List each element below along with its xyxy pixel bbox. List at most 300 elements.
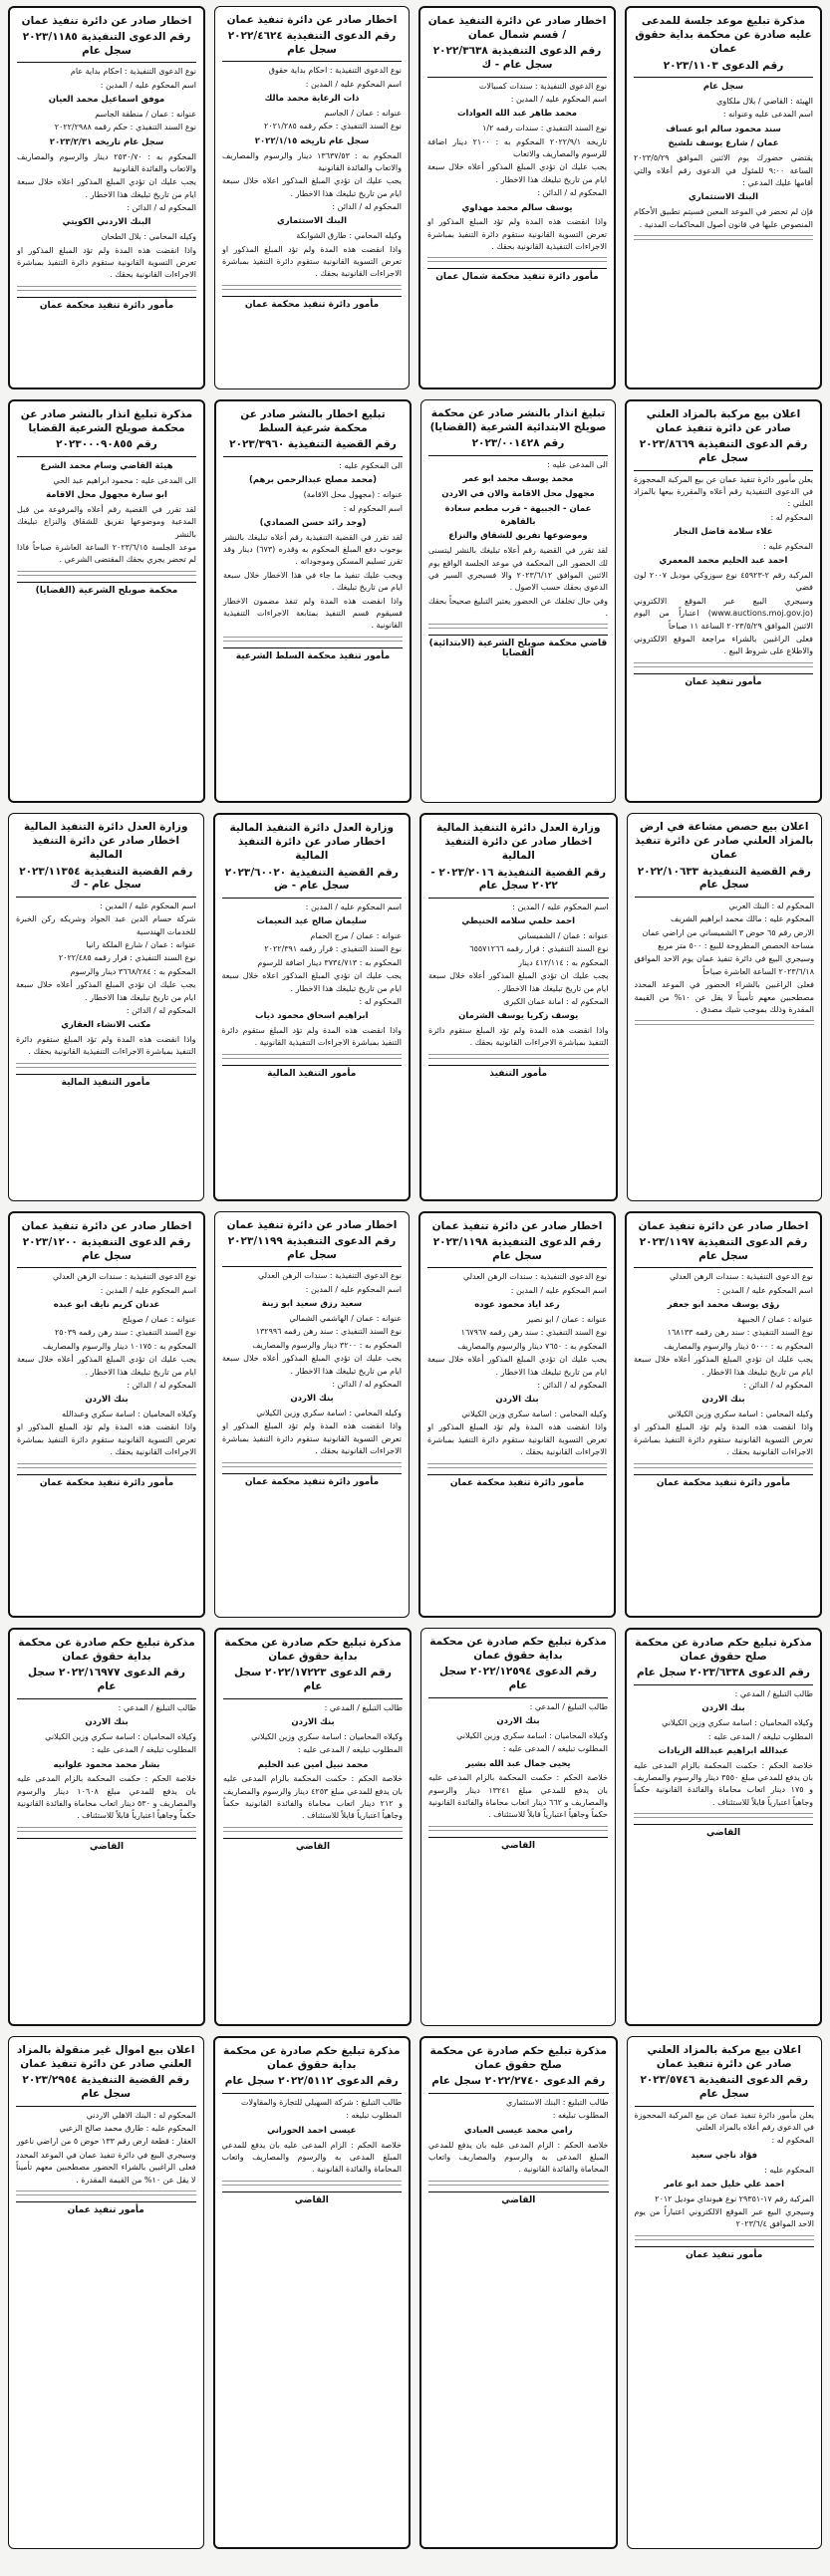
party-name: بنك الاردن xyxy=(85,1717,129,1728)
notice-signature: القاضي xyxy=(17,1838,196,1852)
notice-text-line: نوع السند التنفيذي : سند رهن رقمه ١٣٢٩٩٦ xyxy=(255,1327,402,1337)
fine-print-lines xyxy=(634,1463,813,1470)
fine-print-lines xyxy=(428,1054,609,1061)
notice-text-line: واذا انقضت هذه المدة ولم تنفذ مضمون الاخطار فسيقوم قسم التنفيذ بمتابعة الاجراءات التنفيذية القانونية . xyxy=(223,596,403,631)
fine-print-lines xyxy=(222,2181,403,2188)
notice-text-line: خلاصة الحكم : حكمت المحكمة بالزام المدعى عليه بان يدفع للمدعي مبلغ ٤٢٥٣ دينار والرسوم والمصاريف و ٢١٢ دينار اتعاب محاماة والفائدة القانونية حكماً وجاهياً اعتبارياً قابلاً للاستئناف . xyxy=(223,1774,404,1821)
notice-text-line: يجب عليك ان تؤدي المبلغ المذكور أعلاه خلال سبعة ايام من تاريخ تبليغك هذا الاخطار . xyxy=(428,971,609,993)
notices-row xyxy=(8,399,822,803)
fine-print-lines xyxy=(634,1813,813,1820)
notice-text-line: عنوانه : (مجهول محل الاقامة) xyxy=(303,490,403,500)
fine-print-lines xyxy=(634,235,813,242)
legal-notice xyxy=(420,399,616,803)
legal-notice xyxy=(8,6,205,389)
notice-case-number: رقم الدعوى ٢٠٢٢/١٢٥٩٤ سجل عام xyxy=(439,1666,597,1691)
divider xyxy=(428,898,609,899)
party-name: رؤى يوسف محمد ابو جعفر xyxy=(667,1300,780,1311)
notice-text-line: وكيلاه المحاميان : اسامة سكري وزين الكيلاني xyxy=(456,1730,608,1740)
notice-title: اعلان بيع مركبة بالمزاد العلني صادر عن دائرة تنفيذ عمان xyxy=(646,408,801,435)
notices-row xyxy=(8,1211,822,1618)
notice-text-line: اسم المحكوم عليه / المدين : xyxy=(100,901,196,910)
notice-text-line: واذا انقضت هذه المدة ولم تؤد المبلغ المذكور او تعرض التسوية القانونية ستقوم دائرة التنفيذ بمباشرة الاجراءات القانونية بحقك . xyxy=(17,245,196,280)
fine-print-lines xyxy=(16,2190,196,2197)
party-name: مكتب الانشاء العقاري xyxy=(61,1020,151,1031)
notice-signature: مأمور تنفيذ عمان xyxy=(635,2246,815,2260)
legal-notice xyxy=(625,6,822,389)
notice-text-line: واذا انقضت هذه المدة ولم تؤد المبلغ المذكور او تعرض التسوية القانونية ستقوم دائرة التنفيذ بمباشرة الاجراءات القانونية بحقك . xyxy=(17,1422,196,1457)
notice-text-line: نوع السند التنفيذي : قرار رقمه ٢٠٢٢/٣٩١ xyxy=(264,944,402,954)
divider xyxy=(222,2093,403,2094)
notice-text-line: المحكوم به : ١٣٦٣٧/٥٣ دينار والرسوم والمصاريف والاتعاب والفائدة القانونية xyxy=(222,150,402,172)
fine-print-lines xyxy=(16,1063,196,1070)
fine-print-lines xyxy=(427,257,607,264)
notice-case-number: رقم الدعوى التنفيذية ٢٠٢٣/١٢٠٠ سجل عام xyxy=(22,1236,191,1262)
legal-notice xyxy=(625,1628,822,2026)
notice-title: وزارة العدل دائرة التنفيذ المالية اخطار صادر عن دائرة التنفيذ المالية xyxy=(229,822,394,863)
notice-text-line: اسم المحكوم عليه / المدين : xyxy=(510,95,607,105)
notice-title: اخطار صادر عن دائرة تنفيذ عمان xyxy=(226,14,398,26)
party-name: موفق اسماعيل محمد العيان xyxy=(48,95,165,106)
notice-text-line: وكيلاه المحاميان : اسامة سكري وعبدالله xyxy=(62,1410,196,1419)
legal-notice xyxy=(418,1211,616,1618)
notice-text-line: وكيله المحامي : اسامة سكري وزين الكيلاني xyxy=(668,1410,813,1419)
party-name: احمد حلمي سلامه الحنيطي xyxy=(461,916,576,927)
notice-text-line: وكيله المحامي : اسامة سكري وزين الكيلاني xyxy=(461,1410,607,1419)
notice-text-line: المركبة رقم ٢-٤٥٩٢٣ نوع سوزوكي موديل ٢٠٠٧ لون فضي xyxy=(634,571,814,593)
notice-text-line: وكيلاه المحاميان : اسامة سكري وزين الكيلاني xyxy=(45,1731,196,1741)
notice-text-line: وسيجري البيع في دائرة تنفيذ عمان في الموعد المحدد فعلى الراغبين بالشراء الحضور مصطحبين معهم تأميناً لا يقل عن ١٠% من القيمة المقدرة . xyxy=(16,2150,196,2185)
notice-text-line: طالب التبليغ : شركة السهيلي للتجارة والمقاولات xyxy=(240,2097,402,2107)
notice-text-line: المحكوم عليه : xyxy=(764,2165,814,2175)
notice-text-line: المحكوم عليه : مالك محمد ابراهيم الشريف xyxy=(671,914,814,924)
legal-notice xyxy=(625,1211,822,1618)
notice-text-line: المحكوم له : البنك الاهلي الاردني xyxy=(86,2110,196,2120)
party-name: عيسى احمد الحوراني xyxy=(267,2125,357,2136)
notice-text-line: المحكوم له / الدائن : xyxy=(537,188,607,198)
notice-text-line: وسيجري البيع عبر الموقع الالكتروني اعتباراً من يوم الاحد الموافق ٢٠٢٣/٦/٤ xyxy=(634,2207,814,2229)
notice-text-line: عنوانه : عمان / الجبيهة xyxy=(737,1314,813,1324)
notice-text-line: لقد تقرر في القضية التنفيذية رقم أعلاه تبليغك بالنشر بوجوب دفع المبلغ المحكوم به وقدره (٦٧٣) دينار وقد تقرر تسليم المسكن وموجوداته . xyxy=(223,532,403,567)
party-name: (محمد مصلح عبدالرحمن برهم) xyxy=(249,475,377,486)
notice-signature: مأمور التنفيذ المالية xyxy=(222,1065,403,1079)
notice-text-line: واذا انقضت هذه المدة ولم تؤد المبلغ المذكور او تعرض التسوية القانونية ستقوم دائرة التنفيذ بمباشرة الاجراءات القانونية بحقك . xyxy=(222,244,402,279)
notice-text-line: واذا انقضت هذه المدة ولم تؤد المبلغ المذكور او تعرض التسوية القانونية ستقوم دائرة التنفيذ بمباشرة الاجراءات القانونية بحقك . xyxy=(222,1421,402,1456)
notice-text-line: وكيله المحامي : بلال الطحان xyxy=(101,232,196,242)
notice-text-line: المحكوم له / الدائن : xyxy=(127,1380,196,1390)
notice-text-line: نوع الدعوى التنفيذية : احكام بداية عام xyxy=(70,67,196,77)
legal-notice xyxy=(8,813,204,1201)
party-name: فؤاد ناجي سعيد xyxy=(691,2150,758,2161)
notice-text-line: المحكوم له : xyxy=(771,2136,814,2146)
notice-title: مذكرة تبليغ حكم صادرة عن محكمة صلح حقوق عمان xyxy=(429,2045,607,2072)
notice-text-line: ويجب عليك تنفيذ ما جاء في هذا الاخطار خلال سبعة ايام من تاريخ تبليغك . xyxy=(223,570,403,593)
notice-text-line: عنوانه : عمان / ابو نصير xyxy=(526,1314,607,1324)
divider xyxy=(223,1698,403,1699)
notice-text-line: نوع السند التنفيذي : حكم رقمه ٢٠٢١/٢٨٥ xyxy=(264,122,402,131)
notice-case-number: رقم القضية التنفيذية ٢٠٢٣/٢٩٥٤ سجل عام xyxy=(22,2074,190,2100)
notice-text-line: نوع السند التنفيذي : سند رهن رقمه ١٦٨١٣٣ xyxy=(667,1328,813,1338)
notice-text-line: المحكوم له / الدائن : xyxy=(743,1380,813,1390)
notice-text-line: يجب عليك ان تؤدي المبلغ المذكور اعلاه خلال سبعة ايام من تاريخ تبليغك هذا الاخطار . xyxy=(17,177,196,199)
notice-text-line: يجب عليك ان تؤدي المبلغ المذكور اعلاه خلال سبعة ايام من تاريخ تبليغك هذا الاخطار . xyxy=(221,971,402,993)
party-name: ابراهيم اسحاق محمود ذياب xyxy=(255,1011,369,1022)
notice-title: اخطار صادر عن دائرة تنفيذ عمان xyxy=(21,1220,192,1232)
notice-text-line: طالب التبليغ / المدعي : xyxy=(118,1702,196,1712)
notice-signature: مأمور تنفيذ عمان xyxy=(634,673,813,687)
notice-title: وزارة العدل دائرة التنفيذ المالية اخطار صادر عن دائرة التنفيذ المالية xyxy=(436,822,601,863)
legal-notice xyxy=(213,2036,412,2549)
divider xyxy=(634,77,813,78)
notice-title: مذكرة تبليغ حكم صادرة عن محكمة بداية حقوق عمان xyxy=(223,2045,401,2072)
party-name: يوسف سالم محمد مهداوي xyxy=(461,202,573,213)
notice-case-number: رقم الدعوى ٢٠٢٣/٦٣٣٨ سجل عام xyxy=(637,1667,810,1679)
notice-signature: القاضي xyxy=(634,1824,813,1838)
notice-text-line: شركة حسام الدين عبد الجواد وشريكه ركن الخبرة للخدمات الهندسية xyxy=(16,914,196,936)
fine-print-lines xyxy=(222,1462,402,1469)
party-name: البنك الاستثماري xyxy=(688,192,759,203)
divider xyxy=(428,2093,609,2094)
legal-notice xyxy=(8,399,205,803)
notice-text-line: المحكوم به : ٣٦٦٨/٢٨٤ دينار والرسوم xyxy=(70,966,196,976)
fine-print-lines xyxy=(428,1826,608,1833)
notice-title: اخطار صادر عن دائرة تنفيذ عمان xyxy=(638,1220,809,1232)
notice-text-line: موعد الجلسة ٢٠٢٣/٦/١٥ الساعة العاشرة صباحاً فاذا لم تحضر يجري بحقك المقتضى الشرعي . xyxy=(17,543,197,565)
notice-text-line: اسم المحكوم عليه / المدين : xyxy=(716,1285,813,1295)
notice-text-line: عنوانه : عمان / شارع الملكة رانيا xyxy=(86,939,196,949)
notice-text-line: المحكوم له / الدائن : xyxy=(332,1379,402,1389)
notice-text-line: المحكوم له : xyxy=(770,512,813,522)
notices-row xyxy=(8,2036,822,2549)
fine-print-lines xyxy=(427,1463,607,1470)
notice-signature: مأمور تنفيذ عمان xyxy=(16,2201,196,2215)
notice-text-line: المطلوب تبليغه : xyxy=(552,2111,609,2121)
notice-text-line: نوع السند التنفيذي : سند رهن رقمه ١٦٧٩٦٧ xyxy=(460,1328,607,1338)
legal-notice xyxy=(8,1211,205,1618)
notice-text-line: يقتضي حضورك يوم الاثنين الموافق ٢٠٢٣/٥/٢٩ الساعة ٩:٠٠ للمثول في الدعوى رقم أعلاه والتي أقامها عليك المدعي : xyxy=(634,153,813,187)
divider xyxy=(17,456,196,457)
notice-text-line: نوع السند التنفيذي : قرار رقمه ٢٠٢٢/٤٨٥ xyxy=(58,953,196,963)
notice-text-line: المطلوب تبليغه / المدعى عليه : xyxy=(502,1744,608,1754)
notice-text-line: وسيجري البيع في دائرة تنفيذ عمان يوم الاحد الموافق ٢٠٢٣/٦/١٨ الساعة العاشرة صباحاً xyxy=(634,954,814,976)
notice-text-line: واذا انقضت هذه المدة ولم تؤد المبلغ ستقوم دائرة التنفيذ بمباشرة الاجراءات التنفيذية القانونية بحقك . xyxy=(16,1035,196,1057)
notice-case-number: رقم الدعوى التنفيذية ٢٠٢٣/١١٩٩ سجل عام xyxy=(227,1235,397,1261)
party-name: رعد اياد محمود عوده xyxy=(474,1300,560,1311)
notice-title: اخطار صادر عن دائرة تنفيذ عمان xyxy=(226,1219,398,1231)
notice-text-line: المحكوم به : ٥٠٠٠ دينار والرسوم والمصاريف xyxy=(664,1341,813,1351)
notice-title: اعلان بيع حصص مشاعة في ارض بالمزاد العلني صادر عن دائرة تنفيذ عمان xyxy=(635,821,814,862)
notice-signature: مأمور دائرة تنفيذ محكمة عمان xyxy=(17,1474,196,1488)
notice-case-number: رقم القضية التنفيذية ٢٠٢٣/٦٠٠٢٠ سجل عام - ض xyxy=(224,866,399,893)
party-name: رامي محمد عيسى العبادي xyxy=(463,2125,573,2136)
notice-case-number: رقم ٢٠٢٣٠٠٠٩٠٨٥٥ xyxy=(56,438,157,451)
notice-text-line: العقار : قطعة ارض رقم ١٣٣ حوض ٥ من اراضي ناعور xyxy=(16,2137,196,2147)
notice-signature: القاضي xyxy=(222,2191,403,2205)
divider xyxy=(635,2106,815,2107)
legal-notice xyxy=(214,1211,410,1618)
party-name: عمان / شارع يوسف تلشيخ xyxy=(668,138,779,149)
notice-text-line: المحكوم به : ٤١٢/١١٤ دينار xyxy=(518,957,609,967)
fine-print-lines xyxy=(17,1463,196,1470)
party-name: بنك الاردن xyxy=(701,1395,745,1406)
notice-text-line: طالب التبليغ / المدعي : xyxy=(734,1688,813,1698)
party-name: يحيى جمال عبد الله بشير xyxy=(465,1758,571,1769)
notice-title: مذكرة تبليغ انذار بالنشر صادر عن محكمة صويلح الشرعية القضايا xyxy=(20,408,193,435)
fine-print-lines xyxy=(223,1827,403,1834)
party-name: عبدالله ابراهيم عبدالله الزيادات xyxy=(658,1745,789,1756)
notice-text-line: المحكوم له / الدائن : xyxy=(332,202,402,212)
notice-text-line: نوع الدعوى التنفيذية : سندات الرهن العدلي xyxy=(462,1272,607,1282)
legal-notice xyxy=(627,2036,823,2549)
notice-title: اعلان بيع اموال غير منقولة بالمزاد العلني صادر عن دائرة تنفيذ عمان xyxy=(17,2044,195,2071)
notice-signature: القاضي xyxy=(223,1838,403,1852)
notice-text-line: خلاصة الحكم : الزام المدعى عليه بان يدفع للمدعي المبلغ المدعى به والرسوم والمصاريف واتعاب المحاماة والفائدة القانونية . xyxy=(221,2140,402,2175)
notice-text-line: يجب عليك ان تؤدي المبلغ المذكور اعلاه خلال سبعة ايام من تاريخ تبليغك هذا الاخطار . xyxy=(222,176,402,198)
notice-text-line: لقد تقرر في القضية رقم أعلاه والمرفوعة من قبل المدعية وموضوعها تفريق للشقاق والنزاع تبليغك بالنشر xyxy=(17,504,196,539)
notice-case-number: رقم القضية التنفيذية ٢٠٢٣/٣٩٦٠ xyxy=(229,438,397,451)
notice-text-line: وكيله المحامي : طارق الشوابكة xyxy=(296,231,402,241)
divider xyxy=(222,61,402,62)
notice-text-line: المحكوم له / الدائن : xyxy=(127,203,196,213)
legal-notice xyxy=(214,1628,412,2026)
legal-notice xyxy=(8,1628,205,2026)
notice-text-line: واذا انقضت هذه المدة ولم تؤد المبلغ المذكور او تعرض التسوية القانونية ستقوم دائرة التنفيذ بمباشرة الاجراءات القانونية بحقك . xyxy=(634,1422,813,1457)
notice-case-number: رقم الدعوى ٢٠٢٢/٥١١٢ سجل عام xyxy=(224,2075,399,2088)
party-name: بنك الاردن xyxy=(290,1394,334,1405)
notice-title: مذكرة تبليغ حكم صادرة عن محكمة بداية حقوق عمان xyxy=(18,1637,195,1664)
notice-text-line: المحكوم له : xyxy=(359,996,402,1006)
notice-case-number: رقم الدعوى ٢٠٢٢/١٦٩٧٧ سجل عام xyxy=(28,1667,185,1692)
notice-case-number: رقم الدعوى التنفيذية ٢٠٢٢/٤٦٢٤ سجل عام xyxy=(227,30,397,56)
party-name: محمد نبيل امين عبد الحليم xyxy=(257,1759,369,1770)
notice-text-line: اسم المحكوم عليه / المدين : xyxy=(510,1285,607,1295)
party-name: بنك الاردن xyxy=(495,1395,539,1406)
party-name: سليمان صالح عيد النعيمات xyxy=(256,916,367,927)
divider xyxy=(222,1266,402,1267)
party-name: يوسف زكريا يوسف الشرمان xyxy=(458,1011,579,1022)
notice-text-line: نوع الدعوى التنفيذية : سندات الرهن العدلي xyxy=(52,1272,196,1282)
notice-text-line: تاريخه ٢٠٢٢/٩/١ المحكوم به : ٢١٠٠ دينار اضافة للرسوم والمصاريف والاتعاب xyxy=(427,136,608,158)
party-name: البنك الاردني الكويتي xyxy=(62,217,151,228)
notice-text-line: المحكوم به : ٣٧٣٤/٧١٣ دينار اضافة للرسوم xyxy=(257,957,402,967)
notice-text-line: المحكوم به : ٧٦٥٠ دينار والرسوم والمصاريف xyxy=(457,1341,607,1351)
notice-case-number: رقم الدعوى ٢٠٢٢/١٧٢٢٣ سجل عام xyxy=(234,1667,392,1692)
divider xyxy=(428,1697,608,1698)
notice-text-line: يعلن مأمور دائرة تنفيذ عمان عن بيع المركبة المحجوزة في الدعوى رقم أعلاه بالمزاد العلني xyxy=(634,2110,814,2133)
notice-text-line: المحكوم به : ١٠١٧٥ دينار والرسوم والمصاريف xyxy=(42,1341,196,1351)
notice-title: مذكرة تبليغ حكم صادرة عن محكمة بداية حقوق عمان xyxy=(429,1636,607,1663)
notice-text-line: اسم المحكوم عليه / المدين : xyxy=(100,80,196,90)
notices-row xyxy=(8,1628,822,2026)
notice-text-line: المحكوم عليه : طارق محمد صالح الزعبي xyxy=(59,2124,196,2134)
notice-text-line: اسم المحكوم عليه / المدين : xyxy=(305,79,402,89)
notice-text-line: اسم المحكوم عليه / المدين : xyxy=(305,1284,402,1294)
divider xyxy=(16,2106,196,2107)
notice-text-line: لقد تقرر في القضية رقم أعلاه تبليغك بالنشر ليتسنى لك الحضور الى المحكمة في موعد الجلسة الواقع يوم الاثنين الموافق ٢٠٢٣/٦/١٢ والا فسيجري السير في الدعوى بحقك حسب الاصول . xyxy=(428,546,609,593)
party-name: (وجد رائد حسن الصمادي) xyxy=(259,517,367,528)
notice-text-line: اسم المحكوم له : xyxy=(343,503,403,513)
notice-case-number: رقم ٢٠٢٣/٠٠١٤٢٨ xyxy=(471,437,565,450)
notice-signature: القاضي xyxy=(428,2191,609,2205)
notice-text-line: المطلوب تبليغه / المدعى عليه : xyxy=(91,1745,196,1755)
notice-text-line: فعلى الراغبين بالشراء مراجعة الموقع الالكتروني والاطلاع على شروط البيع . xyxy=(634,635,813,656)
notice-case-number: رقم القضية التنفيذية ٢٠٢٢/١٠٦٣٣ سجل عام xyxy=(637,865,811,892)
notice-text-line: خلاصة الحكم : حكمت المحكمة بالزام المدعى عليه بان يدفع للمدعي مبلغ ١٣٢٤١ دينار والرسوم والمصاريف و ٦٦٢ دينار اتعاب محاماة والفائدة القانونية حكماً وجاهياً اعتبارياً قابلاً للاستئناف . xyxy=(428,1773,609,1820)
notices-row xyxy=(8,6,822,389)
notice-title: وزارة العدل دائرة التنفيذ المالية اخطار صادر عن دائرة التنفيذ المالية xyxy=(24,821,188,862)
divider xyxy=(17,1267,196,1268)
notice-text-line: الهيئة : القاضي / بلال ملكاوي xyxy=(716,96,813,106)
party-name: احمد علي خليل حمد ابو عامر xyxy=(664,2179,785,2190)
notice-text-line: اسم المدعى عليه وعنوانه : xyxy=(722,110,813,120)
notices-row xyxy=(8,813,822,1201)
notice-text-line: يجب عليك ان تؤدي المبلغ المذكور أعلاه خلال سبعة ايام من تاريخ تبليغك هذا الاخطار . xyxy=(427,162,607,184)
divider xyxy=(634,1684,813,1685)
party-name: بنك الاردن xyxy=(701,1703,745,1714)
notice-text-line: يجب عليك ان تؤدي المبلغ المذكور أعلاه خلال سبعة ايام من تاريخ تبليغك هذا الاخطار . xyxy=(222,1354,402,1376)
notice-case-number: رقم الدعوى التنفيذية ٢٠٢٢/٣٦٣٨ سجل عام - ك xyxy=(432,45,602,71)
party-name: سند محمود سالم ابو عساف xyxy=(666,124,781,134)
fine-print-lines xyxy=(222,285,402,292)
legal-notice xyxy=(419,813,618,1201)
fine-print-lines xyxy=(222,1054,403,1061)
notice-title: مذكرة تبليغ حكم صادرة عن محكمة بداية حقوق عمان xyxy=(224,1637,402,1664)
divider xyxy=(223,456,403,457)
notice-text-line: اسم المحكوم عليه / المدين : xyxy=(305,902,402,911)
party-name: بشار محمد محمود علوانيه xyxy=(53,1759,160,1770)
notice-text-line: وكيله المحامي : اسامة سكري وزين الكيلاني xyxy=(256,1409,402,1418)
notice-signature: مأمور التنفيذ xyxy=(428,1065,609,1079)
notice-case-number: رقم الدعوى ٢٠٢٣/١١٠٣ xyxy=(663,59,784,72)
fine-print-lines xyxy=(223,637,403,644)
notice-text-line: الارض رقم ٦٥ حوض ٣ الشميساني من اراضي عمان xyxy=(642,927,814,937)
party-name: عدنان كريم نايف ابو عبده xyxy=(53,1300,160,1311)
notice-case-number: رقم الدعوى التنفيذية ٢٠٢٣/١١٩٨ سجل عام xyxy=(432,1236,602,1262)
notice-text-line: خلاصة الحكم : حكمت المحكمة بالزام المدعى عليه بان يدفع للمدعي مبلغ ٣٥٥٠ دينار والرسوم والمصاريف و ١٧٥ دينار اتعاب محاماة والفائدة القانونية حكماً وجاهياً اعتبارياً قابلاً للاستئناف . xyxy=(634,1760,814,1807)
notice-title: اخطار صادر عن دائرة تنفيذ عمان xyxy=(431,1220,603,1232)
notice-signature: مأمور دائرة تنفيذ محكمة عمان xyxy=(222,296,402,310)
notice-text-line: نوع الدعوى التنفيذية : سندات الرهن العدلي xyxy=(669,1272,813,1282)
notice-title: تبليغ انذار بالنشر صادر عن محكمة صويلح الابتدائية الشرعية (القضايا) xyxy=(429,407,607,434)
notice-text-line: نوع الدعوى التنفيذية : احكام بداية حقوق xyxy=(268,66,402,76)
notice-title: اعلان بيع مركبة بالمزاد العلني صادر عن دائرة تنفيذ عمان xyxy=(647,2044,802,2071)
notice-signature: مأمور دائرة تنفيذ محكمة عمان xyxy=(222,1473,402,1487)
party-name: سجل عام xyxy=(702,82,744,93)
notice-text-line: فعلى الراغبين بالشراء الحضور في الموعد المحدد مصطحبين معهم تأميناً لا يقل عن ١٠% من القيمة المقدرة وذلك بموجب شيك مصدق . xyxy=(634,980,814,1014)
notice-text-line: نوع السند التنفيذي : حكم رقمه ٢٠٢٢/٢٩٨٨ xyxy=(54,123,196,132)
notice-text-line: يعلن مأمور دائرة تنفيذ عمان عن بيع المركبة المحجوزة في الدعوى التنفيذية رقم أعلاه والمقررة بيعها بالمزاد العلني : xyxy=(634,474,813,509)
notice-text-line: عنوانه : عمان / منطقة الجاسم xyxy=(95,109,196,119)
notice-text-line: عنوانه : عمان / مرج الحمام xyxy=(310,930,402,940)
notice-text-line: طالب التبليغ / المدعي : xyxy=(324,1702,403,1712)
party-name: محمد يوسف محمد ابو عمر xyxy=(462,474,574,485)
fine-print-lines xyxy=(428,2181,609,2188)
party-name: سجل عام تاريخه ٢٠٢٣/٢/٣١ xyxy=(49,136,164,147)
party-name: محمد طاهر عبد الله العوادات xyxy=(456,109,578,120)
party-name: عمان - الجبيهة - قرب مطعم سعادة بالقاهرة xyxy=(444,503,592,527)
divider xyxy=(427,77,607,78)
notice-text-line: عنوانه : عمان / الهاشمي الشمالي xyxy=(289,1313,402,1323)
notice-signature: القاضي xyxy=(428,1837,608,1851)
fine-print-lines xyxy=(17,286,196,293)
notice-text-line: المطلوب تبليغه / المدعى عليه : xyxy=(297,1745,403,1755)
notice-case-number: رقم الدعوى التنفيذية ٢٠٢٣/١١٨٥ سجل عام xyxy=(22,31,191,57)
notice-text-line: فإن لم تحضر في الموعد المعين فسيتم تطبيق الأحكام المنصوص عليها في قانون أصول المحاكمات المدنية . xyxy=(634,207,813,229)
notice-case-number: رقم الدعوى التنفيذية ٢٠٢٣/٥٧٤٦ سجل عام xyxy=(640,2074,809,2100)
notice-text-line: نوع الدعوى التنفيذية : سندات كمبيالات xyxy=(478,81,607,91)
notice-title: اخطار صادر عن دائرة التنفيذ عمان / قسم شمال عمان xyxy=(427,15,607,42)
notice-text-line: نوع السند التنفيذي : قرار رقمه ٦٥٥٧١٢٦٦ xyxy=(469,944,609,954)
notice-text-line: المحكوم عليه : xyxy=(763,541,813,551)
notice-title: تبليغ اخطار بالنشر صادر عن محكمة شرعية السلط xyxy=(240,408,386,435)
notice-text-line: واذا انقضت هذه المدة ولم تؤد المبلغ ستقوم دائرة التنفيذ بمباشرة الاجراءات القانونية بحقك . xyxy=(428,1026,609,1048)
legal-notice xyxy=(214,399,412,803)
divider xyxy=(17,1698,196,1699)
legal-notice xyxy=(420,1628,616,2026)
notice-text-line: الى المدعى عليه : محمود ابراهيم عبد الحي xyxy=(53,475,196,485)
notice-signature: قاضي محكمة صويلح الشرعية (الابتدائية) القضايا xyxy=(428,635,608,658)
notice-case-number: رقم القضية التنفيذية ٢٠٢٣/١١٣٥٤ سجل عام - ك xyxy=(19,865,193,892)
notice-text-line: وسيجري البيع عبر الموقع الالكتروني (www.auctions.moj.gov.jo) اعتباراً من اليوم الاثنين الموافق ٢٠٢٣/٥/٢٩ الساعة ١١ صباحاً xyxy=(634,596,813,631)
party-name: مجهول محل الاقامة والان في الاردن xyxy=(441,489,595,500)
divider xyxy=(16,897,196,898)
fine-print-lines xyxy=(635,1020,815,1027)
party-name: علاء سلامة فاضل النجار xyxy=(674,527,773,538)
party-name: سجل عام تاريخه ٢٠٢٢/١/١٥ xyxy=(254,135,370,146)
notice-title: مذكرة تبليغ حكم صادرة عن محكمة صلح حقوق عمان xyxy=(635,1637,812,1664)
legal-notice xyxy=(625,399,822,803)
notice-title: اخطار صادر عن دائرة تنفيذ عمان xyxy=(21,15,192,27)
legal-notice xyxy=(8,2036,204,2549)
notice-text-line: المحكوم به : ٣٢٠٠ دينار والرسوم والمصاريف xyxy=(252,1340,402,1350)
notice-text-line: اسم المحكوم عليه / المدين : xyxy=(512,902,609,911)
fine-print-lines xyxy=(17,571,196,578)
notice-text-line: وكيلاه المحاميان : اسامة سكري وزين الكيلاني xyxy=(251,1731,403,1741)
notice-signature: مأمور تنفيذ محكمة السلط الشرعية xyxy=(223,647,403,661)
party-name: بنك الاردن xyxy=(291,1717,335,1728)
notice-text-line: عنوانه : عمان / صويلح xyxy=(122,1314,196,1324)
notice-case-number: رقم الدعوى التنفيذية ٢٠٢٣/١١٩٧ سجل عام xyxy=(639,1236,808,1262)
divider xyxy=(634,1267,813,1268)
divider xyxy=(634,470,813,471)
divider xyxy=(222,898,403,899)
fine-print-lines xyxy=(17,1827,196,1834)
notice-title: مذكرة تبليغ موعد جلسة للمدعى عليه صادرة عن محكمة بداية حقوق عمان xyxy=(635,15,812,56)
fine-print-lines xyxy=(634,662,813,669)
notice-text-line: اسم المحكوم عليه / المدين : xyxy=(100,1285,196,1295)
legal-notice xyxy=(214,6,410,389)
party-name: ذات الرعاية محمد مالك xyxy=(264,94,360,105)
notice-signature: مأمور التنفيذ المالية xyxy=(16,1074,196,1088)
party-name: بنك الاردن xyxy=(85,1395,129,1406)
party-name: سعيد رزق سعيد ابو زينة xyxy=(261,1299,363,1310)
notice-text-line: يجب عليك ان تؤدي المبلغ المذكور أعلاه خلال سبعة ايام من تاريخ تبليغك هذا الاخطار . xyxy=(427,1355,607,1377)
fine-print-lines xyxy=(428,624,608,631)
notice-signature: محكمة صويلح الشرعية (القضايا) xyxy=(17,582,196,596)
notice-text-line: واذا انقضت هذه المدة ولم تؤد المبلغ المذكور او تعرض التسوية القانونية ستقوم دائرة التنفيذ بمباشرة الاجراءات القانونية بحقك . xyxy=(427,1422,607,1457)
notice-text-line: واذا انقضت هذه المدة ولم تؤد المبلغ المذكور او تعرض التسوية القانونية ستقوم دائرة التنفيذ بمباشرة الاجراءات التنفيذية القانونية بحقك . xyxy=(427,217,607,252)
party-name: وموضوعها تفريق للشقاق والنزاع xyxy=(448,531,588,542)
notice-signature: مأمور دائرة تنفيذ محكمة عمان xyxy=(17,297,196,311)
notice-text-line: يجب عليك ان تؤدي المبلغ المذكور أعلاه خلال سبعة ايام من تاريخ تبليغك هذا الاخطار . xyxy=(634,1355,813,1377)
notice-text-line: نوع السند التنفيذي : سندات رقمه ١/٢ xyxy=(482,124,607,133)
divider xyxy=(17,62,196,63)
legal-notice xyxy=(419,2036,618,2549)
notice-text-line: مساحة الحصص المطروحة للبيع : ٥٠٠ متر مربع xyxy=(658,940,814,950)
notice-case-number: رقم القضية التنفيذية ٢٠٢٣/٢٠١٦ - ٢٠٢٢ سجل عام xyxy=(430,866,607,893)
notice-text-line: الى المحكوم عليه : xyxy=(339,460,403,470)
notice-text-line: وفي حال تخلفك عن الحضور يعتبر التبليغ صحيحاً بحقك . xyxy=(428,596,608,619)
notice-text-line: نوع الدعوى التنفيذية : سندات الرهن العدلي xyxy=(257,1271,402,1281)
